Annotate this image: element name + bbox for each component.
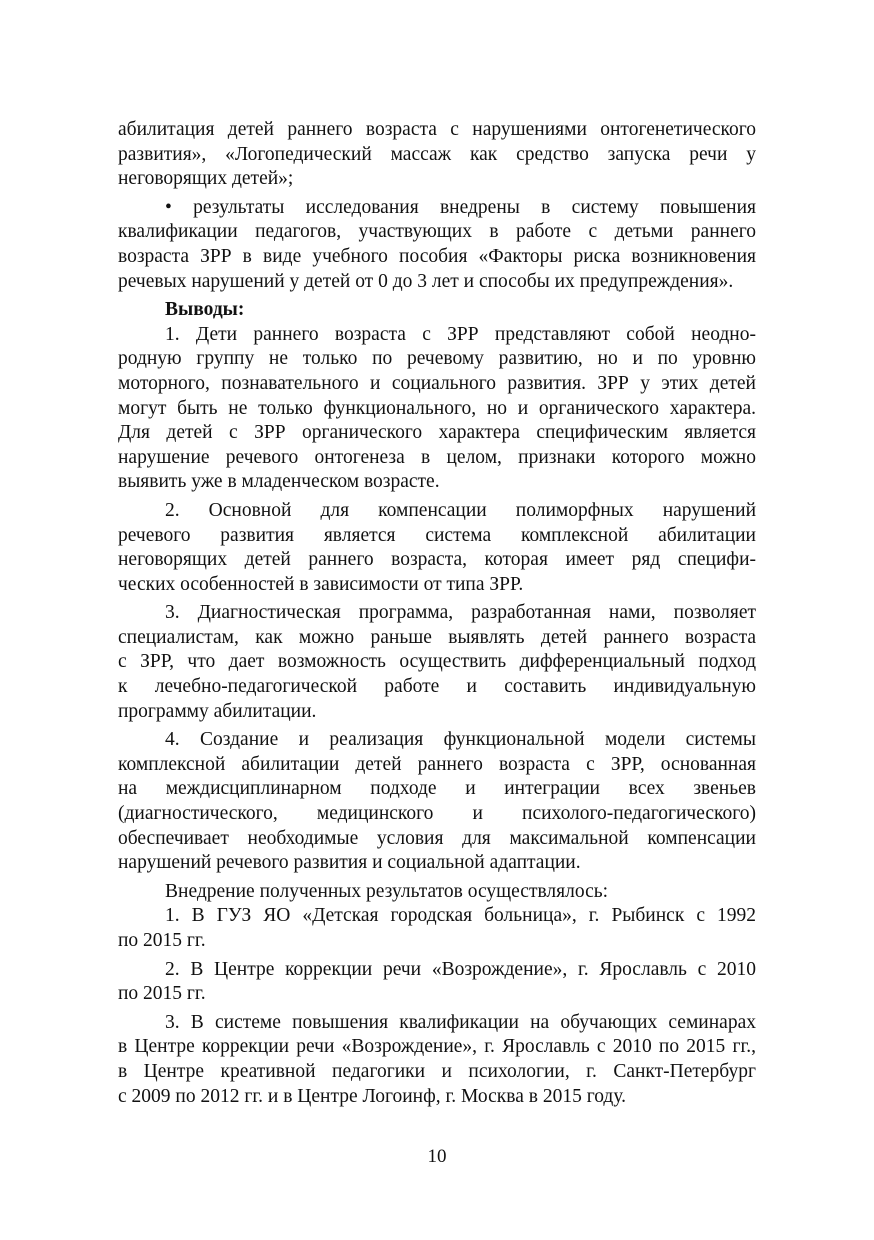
text-line: абилитация детей раннего возраста с нарушениями онтогенетического (118, 119, 756, 140)
text-line: с ЗРР, что дает возможность осуществить дифференциальный подход (118, 651, 756, 673)
text-line: по 2015 гг. (118, 930, 206, 951)
paragraph (118, 904, 756, 953)
paragraph (118, 880, 756, 905)
text-line: 3. В системе повышения квалификации на обучающих семинарах (165, 1011, 756, 1033)
text-line: квалификации педагогов, участвующих в работе с детьми раннего (118, 221, 756, 243)
text-line: речевых нарушений у детей от 0 до 3 лет и способы их предупреждения». (118, 270, 734, 292)
paragraph (118, 196, 756, 294)
text-line: 1. В ГУЗ ЯО «Детская городская больница», г. Рыбинск с 1992 (165, 905, 756, 927)
text-line: неговорящих детей раннего возраста, которая имеет ряд специфи- (118, 549, 756, 571)
paragraph (118, 499, 756, 597)
text-line: нарушений речевого развития и социальной адаптации. (118, 852, 581, 874)
text-line: могут быть не только функционального, но и органического характера. (118, 397, 756, 419)
paragraph (118, 601, 756, 724)
text-line: неговорящих детей»; (118, 168, 294, 190)
text-line: 2. В Центре коррекции речи «Возрождение», г. Ярославль с 2010 (165, 958, 756, 980)
text-line: программу абилитации. (118, 700, 317, 722)
document-body (118, 118, 756, 1109)
section-heading (118, 298, 756, 323)
text-line: Внедрение полученных результатов осуществлялось: (165, 880, 609, 902)
text-line: • результаты исследования внедрены в систему повышения (165, 196, 756, 218)
text-line: нарушение речевого онтогенеза в целом, признаки которого можно (118, 446, 756, 468)
text-line: выявить уже в младенческом возрасте. (118, 471, 440, 493)
text-line: 3. Диагностическая программа, разработанная нами, позволяет (165, 602, 756, 624)
text-line: Для детей с ЗРР органического характера специфическим является (118, 422, 756, 444)
text-line: специалистам, как можно раньше выявлять детей раннего возраста (118, 626, 756, 648)
text-line: 2. Основной для компенсации полиморфных нарушений (165, 499, 756, 521)
text-line: обеспечивает необходимые условия для максимальной компенсации (118, 827, 756, 849)
text-line: 4. Создание и реализация функциональной модели системы (165, 729, 756, 751)
text-line: речевого развития является система комплексной абилитации (118, 524, 756, 546)
paragraph (118, 958, 756, 1007)
text-line: возраста ЗРР в виде учебного пособия «Факторы риска возникновения (118, 245, 756, 267)
paragraph (118, 323, 756, 495)
text-line: моторного, познавательного и социального развития. ЗРР у этих детей (118, 372, 756, 394)
text-line: (диагностического, медицинского и психолого-педагогического) (118, 803, 756, 825)
text-line: ческих особенностей в зависимости от типа ЗРР. (118, 573, 524, 595)
text-line: 1. Дети раннего возраста с ЗРР представляют собой неодно- (165, 323, 756, 345)
text-line: к лечебно-педагогической работе и составить индивидуальную (118, 676, 756, 698)
text-line: в Центре креативной педагогики и психологии, г. Санкт-Петербург (118, 1060, 756, 1082)
text-line: с 2009 по 2012 гг. и в Центре Логоинф, г. Москва в 2015 году. (118, 1085, 626, 1107)
text-line: родную группу не только по речевому развитию, но и по уровню (118, 348, 756, 370)
text-line: в Центре коррекции речи «Возрождение», г. Ярославль с 2010 по 2015 гг., (118, 1036, 756, 1058)
text-line: на междисциплинарном подходе и интеграции всех звеньев (118, 778, 756, 800)
text-line: комплексной абилитации детей раннего возраста с ЗРР, основанная (118, 753, 756, 775)
text-line: развития», «Логопедический массаж как средство запуска речи у (118, 143, 756, 165)
paragraph (118, 728, 756, 876)
paragraph (118, 118, 756, 192)
page-number: 10 (427, 1146, 447, 1167)
text-line: Выводы: (165, 299, 245, 321)
paragraph (118, 1011, 756, 1109)
text-line: по 2015 гг. (118, 983, 206, 1005)
